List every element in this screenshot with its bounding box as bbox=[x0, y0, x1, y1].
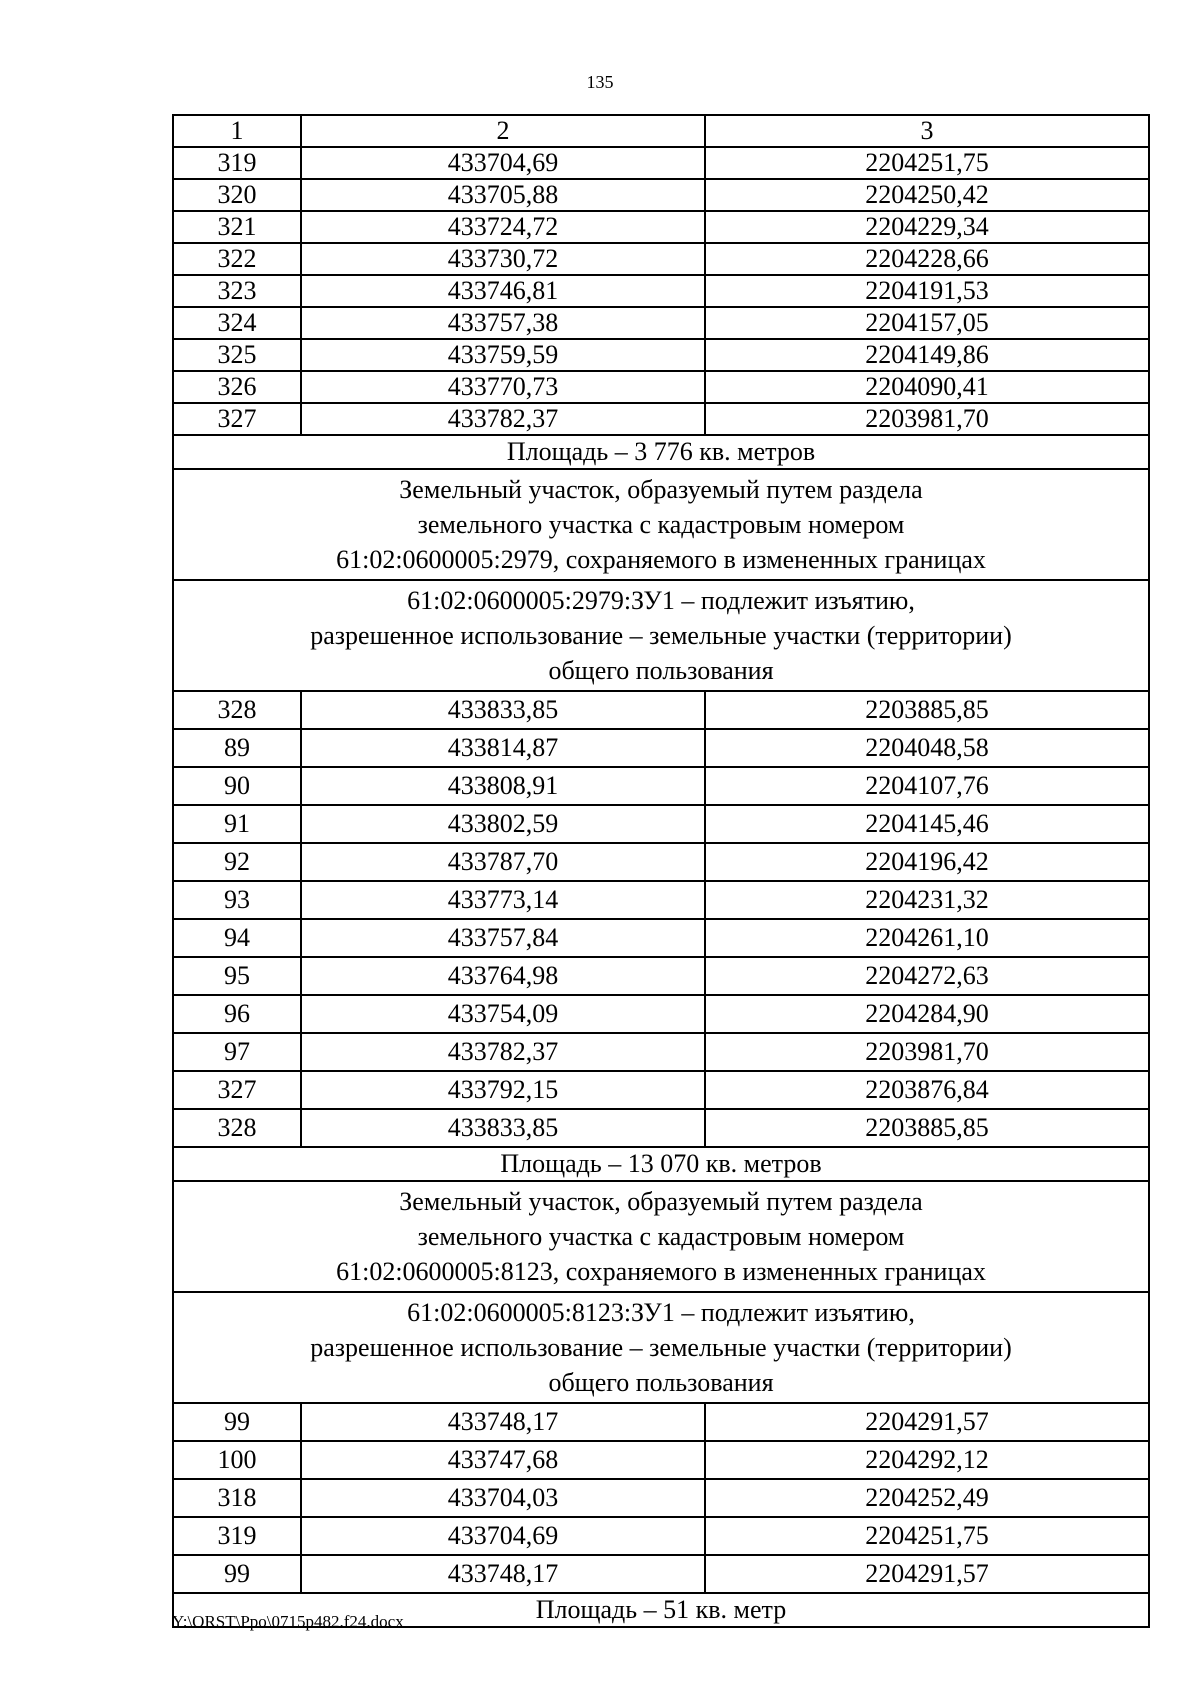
point-number-cell: 327 bbox=[173, 403, 301, 435]
point-number-cell: 321 bbox=[173, 211, 301, 243]
point-number-cell: 328 bbox=[173, 691, 301, 729]
x-coordinate-cell: 433802,59 bbox=[301, 805, 705, 843]
y-coordinate-cell: 2204251,75 bbox=[705, 147, 1149, 179]
parcel-title-row bbox=[173, 1181, 1149, 1292]
x-coordinate-cell: 433704,03 bbox=[301, 1479, 705, 1517]
y-coordinate-cell: 2203885,85 bbox=[705, 691, 1149, 729]
x-coordinate-cell: 433730,72 bbox=[301, 243, 705, 275]
point-number-cell: 318 bbox=[173, 1479, 301, 1517]
y-coordinate-cell: 2204157,05 bbox=[705, 307, 1149, 339]
parcel-subtitle-line: разрешенное использование – земельные участки (территории) bbox=[310, 621, 1012, 650]
parcel-subtitle-line: общего пользования bbox=[548, 1368, 774, 1397]
point-number-cell: 93 bbox=[173, 881, 301, 919]
table-row bbox=[173, 371, 1149, 403]
y-coordinate-cell: 2204090,41 bbox=[705, 371, 1149, 403]
table-row bbox=[173, 179, 1149, 211]
y-coordinate-cell: 2204228,66 bbox=[705, 243, 1149, 275]
table-row bbox=[173, 1441, 1149, 1479]
table-row bbox=[173, 211, 1149, 243]
y-coordinate-cell: 2204291,57 bbox=[705, 1555, 1149, 1593]
x-coordinate-cell: 433759,59 bbox=[301, 339, 705, 371]
parcel-subtitle-row bbox=[173, 580, 1149, 691]
parcel-title-line: земельного участка с кадастровым номером bbox=[417, 510, 905, 539]
parcel-subtitle bbox=[173, 580, 1149, 691]
x-coordinate-cell: 433748,17 bbox=[301, 1555, 705, 1593]
table-row bbox=[173, 881, 1149, 919]
point-number-cell: 319 bbox=[173, 1517, 301, 1555]
point-number-cell: 325 bbox=[173, 339, 301, 371]
point-number-cell: 320 bbox=[173, 179, 301, 211]
table-row bbox=[173, 1479, 1149, 1517]
y-coordinate-cell: 2204252,49 bbox=[705, 1479, 1149, 1517]
point-number-cell: 99 bbox=[173, 1555, 301, 1593]
parcel-subtitle-line: общего пользования bbox=[548, 656, 774, 685]
table-row bbox=[173, 805, 1149, 843]
x-coordinate-cell: 433792,15 bbox=[301, 1071, 705, 1109]
x-coordinate-cell: 433747,68 bbox=[301, 1441, 705, 1479]
header-cell-point: 1 bbox=[173, 115, 301, 147]
x-coordinate-cell: 433833,85 bbox=[301, 691, 705, 729]
x-coordinate-cell: 433833,85 bbox=[301, 1109, 705, 1147]
table-row bbox=[173, 339, 1149, 371]
y-coordinate-cell: 2204291,57 bbox=[705, 1403, 1149, 1441]
x-coordinate-cell: 433782,37 bbox=[301, 403, 705, 435]
y-coordinate-cell: 2204229,34 bbox=[705, 211, 1149, 243]
y-coordinate-cell: 2203885,85 bbox=[705, 1109, 1149, 1147]
point-number-cell: 92 bbox=[173, 843, 301, 881]
x-coordinate-cell: 433814,87 bbox=[301, 729, 705, 767]
area-summary: Площадь – 13 070 кв. метров bbox=[173, 1147, 1149, 1181]
point-number-cell: 319 bbox=[173, 147, 301, 179]
parcel-title-line: 61:02:0600005:8123, сохраняемого в измененных границах bbox=[336, 1257, 986, 1286]
parcel-title bbox=[173, 469, 1149, 580]
y-coordinate-cell: 2204191,53 bbox=[705, 275, 1149, 307]
table-row bbox=[173, 1403, 1149, 1441]
area-summary: Площадь – 3 776 кв. метров bbox=[173, 435, 1149, 469]
table-row bbox=[173, 995, 1149, 1033]
table-row bbox=[173, 691, 1149, 729]
x-coordinate-cell: 433757,38 bbox=[301, 307, 705, 339]
point-number-cell: 328 bbox=[173, 1109, 301, 1147]
point-number-cell: 94 bbox=[173, 919, 301, 957]
area-summary: Площадь – 51 кв. метр bbox=[173, 1593, 1149, 1627]
point-number-cell: 91 bbox=[173, 805, 301, 843]
parcel-subtitle-line: 61:02:0600005:2979:ЗУ1 – подлежит изъятию, bbox=[407, 586, 915, 615]
y-coordinate-cell: 2204261,10 bbox=[705, 919, 1149, 957]
parcel-title bbox=[173, 1181, 1149, 1292]
y-coordinate-cell: 2204272,63 bbox=[705, 957, 1149, 995]
y-coordinate-cell: 2203876,84 bbox=[705, 1071, 1149, 1109]
table-row bbox=[173, 1109, 1149, 1147]
table-row bbox=[173, 275, 1149, 307]
parcel-title-line: Земельный участок, образуемый путем раздела bbox=[399, 475, 923, 504]
point-number-cell: 99 bbox=[173, 1403, 301, 1441]
parcel-title-line: земельного участка с кадастровым номером bbox=[417, 1222, 905, 1251]
table-row bbox=[173, 1517, 1149, 1555]
x-coordinate-cell: 433754,09 bbox=[301, 995, 705, 1033]
x-coordinate-cell: 433705,88 bbox=[301, 179, 705, 211]
area-summary-row bbox=[173, 1147, 1149, 1181]
y-coordinate-cell: 2204048,58 bbox=[705, 729, 1149, 767]
table-row bbox=[173, 957, 1149, 995]
point-number-cell: 95 bbox=[173, 957, 301, 995]
x-coordinate-cell: 433746,81 bbox=[301, 275, 705, 307]
parcel-subtitle-line: 61:02:0600005:8123:ЗУ1 – подлежит изъятию, bbox=[407, 1298, 915, 1327]
y-coordinate-cell: 2204284,90 bbox=[705, 995, 1149, 1033]
parcel-subtitle-line: разрешенное использование – земельные участки (территории) bbox=[310, 1333, 1012, 1362]
point-number-cell: 322 bbox=[173, 243, 301, 275]
parcel-title-row bbox=[173, 469, 1149, 580]
header-cell-x: 2 bbox=[301, 115, 705, 147]
point-number-cell: 326 bbox=[173, 371, 301, 403]
y-coordinate-cell: 2203981,70 bbox=[705, 1033, 1149, 1071]
y-coordinate-cell: 2204145,46 bbox=[705, 805, 1149, 843]
parcel-subtitle bbox=[173, 1292, 1149, 1403]
table-row bbox=[173, 1555, 1149, 1593]
y-coordinate-cell: 2204251,75 bbox=[705, 1517, 1149, 1555]
point-number-cell: 324 bbox=[173, 307, 301, 339]
x-coordinate-cell: 433704,69 bbox=[301, 147, 705, 179]
table-row bbox=[173, 1033, 1149, 1071]
table-header-row bbox=[173, 115, 1149, 147]
file-path-footer: Y:\ORST\Ppo\0715p482.f24.docx bbox=[172, 1612, 404, 1631]
parcel-subtitle-row bbox=[173, 1292, 1149, 1403]
point-number-cell: 327 bbox=[173, 1071, 301, 1109]
x-coordinate-cell: 433782,37 bbox=[301, 1033, 705, 1071]
y-coordinate-cell: 2204107,76 bbox=[705, 767, 1149, 805]
point-number-cell: 90 bbox=[173, 767, 301, 805]
table-row bbox=[173, 843, 1149, 881]
x-coordinate-cell: 433748,17 bbox=[301, 1403, 705, 1441]
y-coordinate-cell: 2204292,12 bbox=[705, 1441, 1149, 1479]
x-coordinate-cell: 433808,91 bbox=[301, 767, 705, 805]
table-row bbox=[173, 767, 1149, 805]
table-row bbox=[173, 1071, 1149, 1109]
point-number-cell: 100 bbox=[173, 1441, 301, 1479]
parcel-title-line: Земельный участок, образуемый путем раздела bbox=[399, 1187, 923, 1216]
area-summary-row bbox=[173, 435, 1149, 469]
page-number: 135 bbox=[586, 72, 614, 92]
table-row bbox=[173, 919, 1149, 957]
table-row bbox=[173, 403, 1149, 435]
table-row bbox=[173, 147, 1149, 179]
header-cell-y: 3 bbox=[705, 115, 1149, 147]
table-row bbox=[173, 307, 1149, 339]
coordinates-table bbox=[172, 114, 1150, 1628]
table-row bbox=[173, 729, 1149, 767]
x-coordinate-cell: 433757,84 bbox=[301, 919, 705, 957]
parcel-title-line: 61:02:0600005:2979, сохраняемого в измененных границах bbox=[336, 545, 986, 574]
x-coordinate-cell: 433724,72 bbox=[301, 211, 705, 243]
x-coordinate-cell: 433787,70 bbox=[301, 843, 705, 881]
y-coordinate-cell: 2204250,42 bbox=[705, 179, 1149, 211]
x-coordinate-cell: 433773,14 bbox=[301, 881, 705, 919]
y-coordinate-cell: 2204196,42 bbox=[705, 843, 1149, 881]
x-coordinate-cell: 433770,73 bbox=[301, 371, 705, 403]
point-number-cell: 89 bbox=[173, 729, 301, 767]
point-number-cell: 96 bbox=[173, 995, 301, 1033]
point-number-cell: 323 bbox=[173, 275, 301, 307]
table-row bbox=[173, 243, 1149, 275]
point-number-cell: 97 bbox=[173, 1033, 301, 1071]
x-coordinate-cell: 433704,69 bbox=[301, 1517, 705, 1555]
coordinates-table-body bbox=[173, 115, 1149, 1627]
y-coordinate-cell: 2203981,70 bbox=[705, 403, 1149, 435]
x-coordinate-cell: 433764,98 bbox=[301, 957, 705, 995]
y-coordinate-cell: 2204149,86 bbox=[705, 339, 1149, 371]
y-coordinate-cell: 2204231,32 bbox=[705, 881, 1149, 919]
